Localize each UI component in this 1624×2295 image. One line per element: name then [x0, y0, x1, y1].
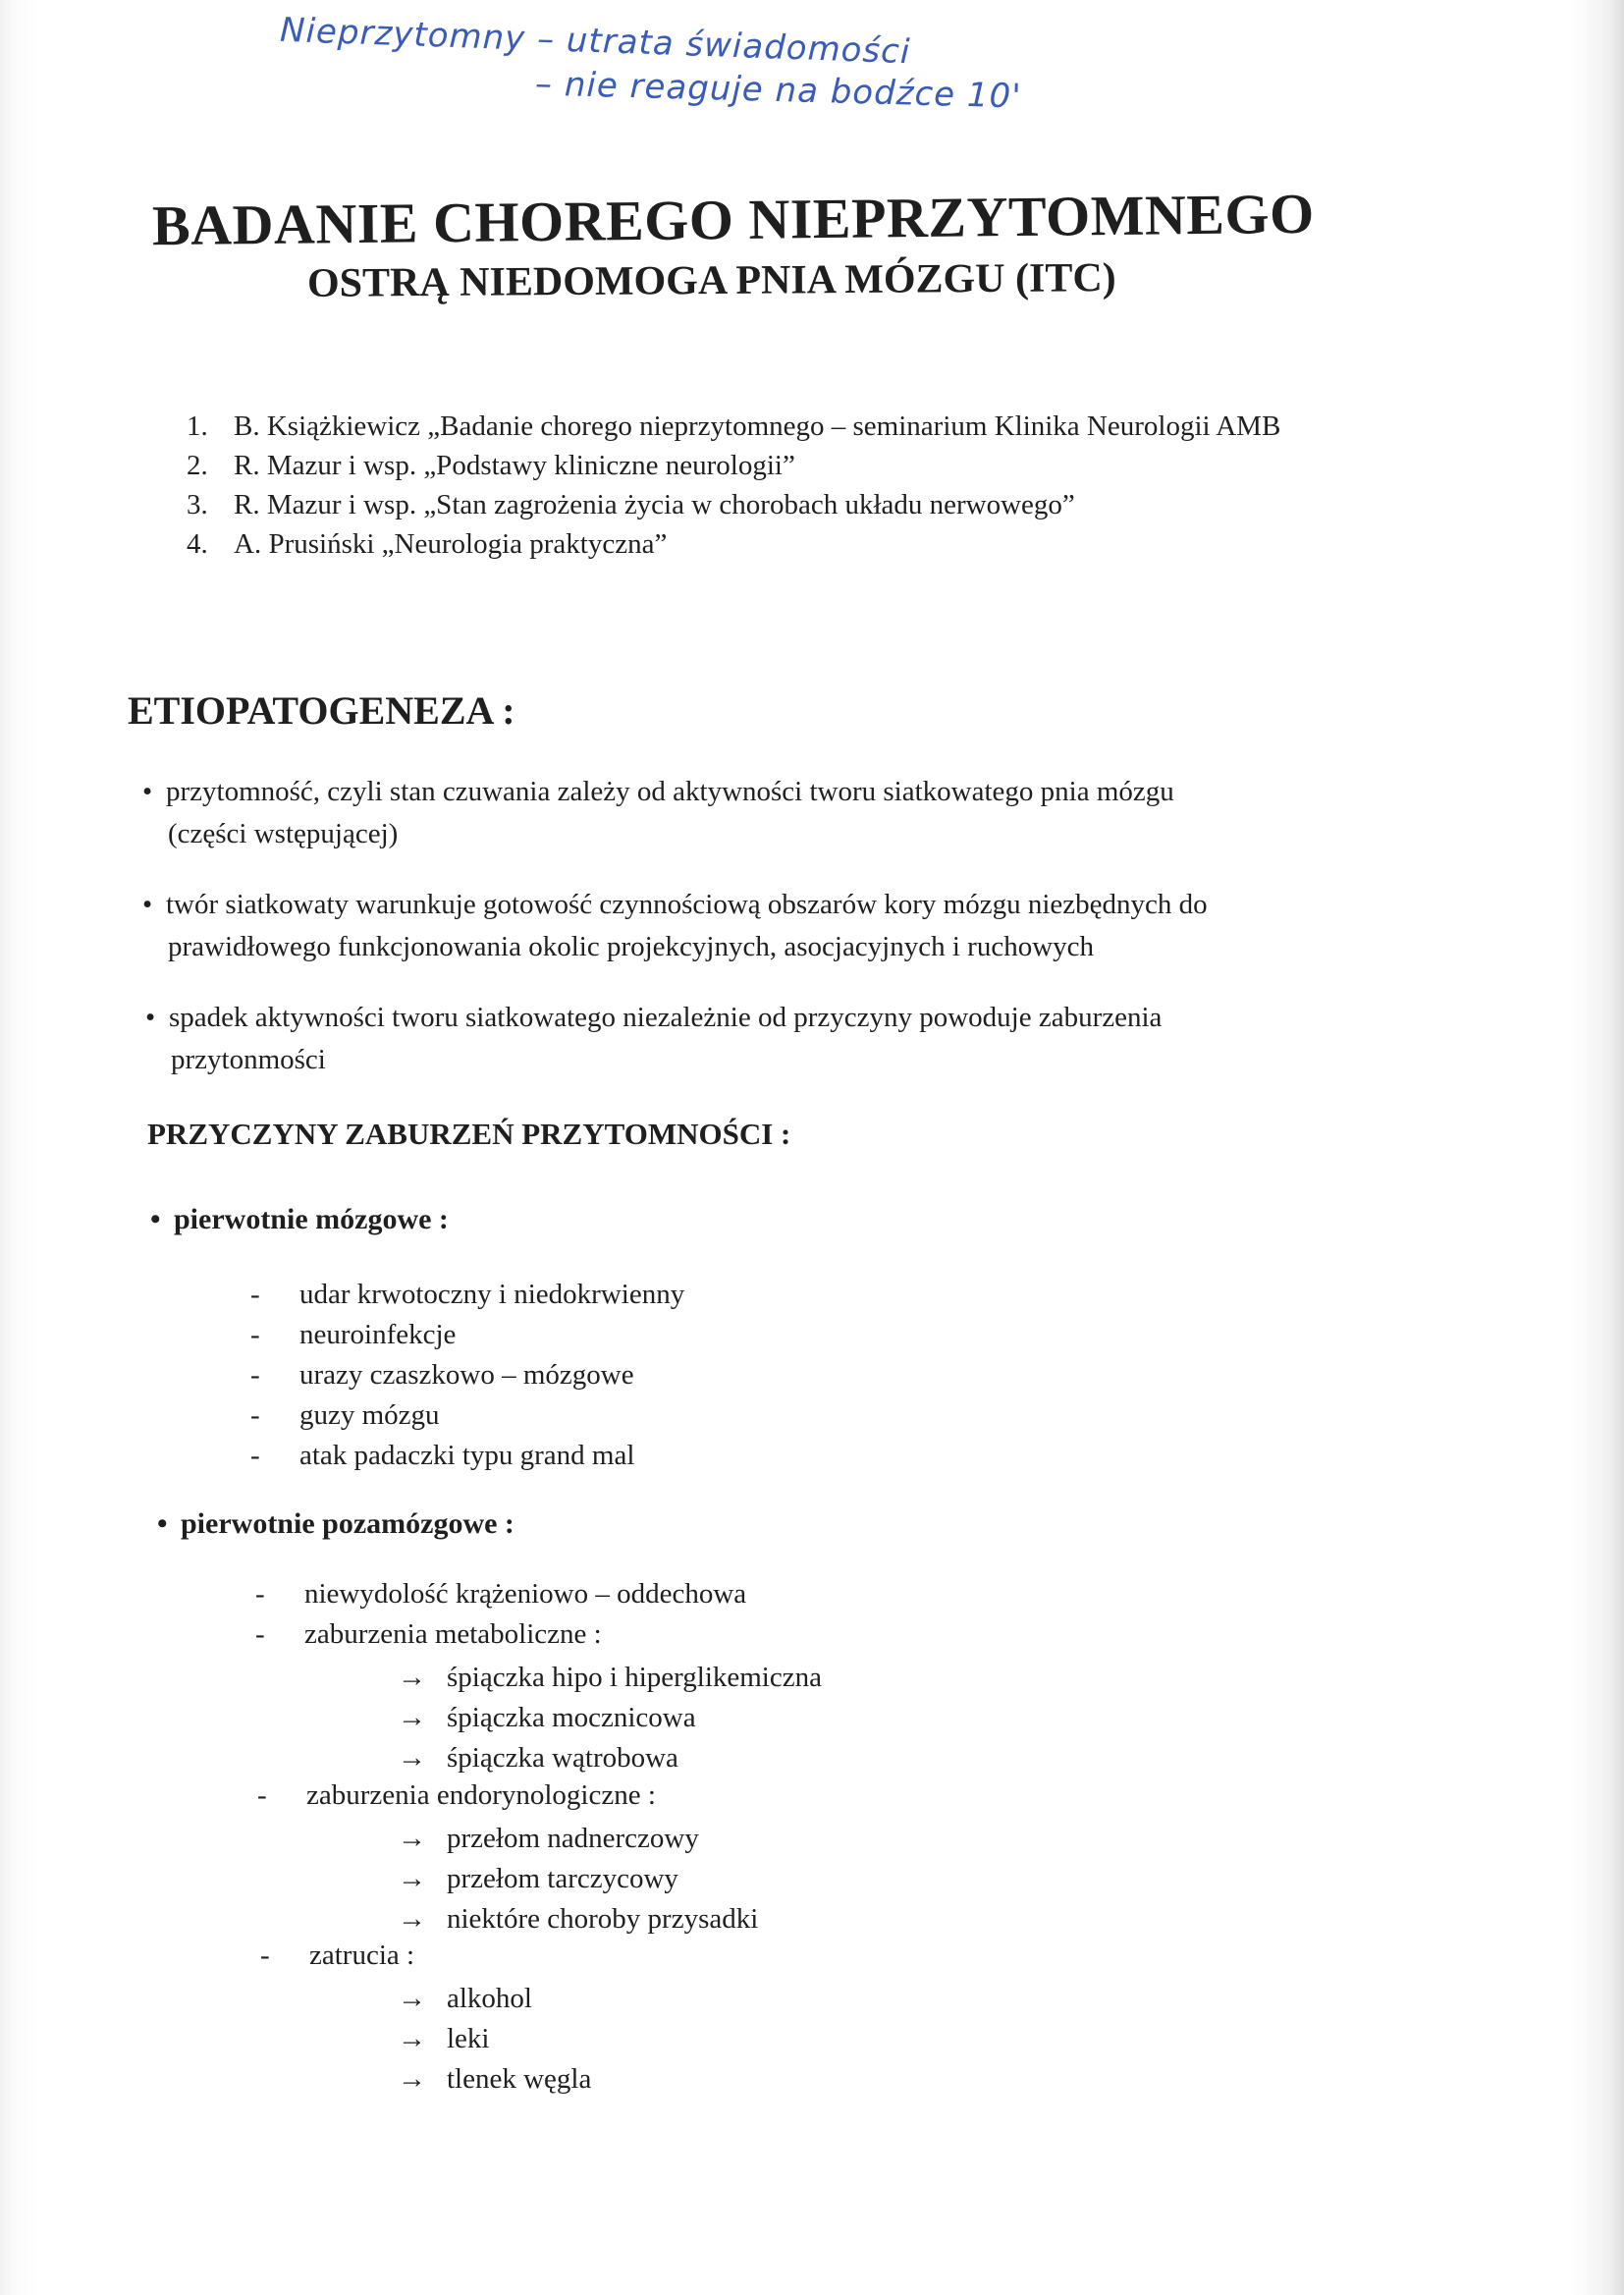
- list-item: [250, 1395, 684, 1436]
- sublist-item-text: niektóre choroby przysadki: [447, 1903, 759, 1935]
- reference-number: 4.: [187, 528, 208, 560]
- reference-text: B. Książkiewicz „Badanie chorego nieprzytomnego – seminarium Klinika Neurologii AMB: [234, 410, 1281, 442]
- list-item-text: udar krwotoczny i niedokrwienny: [299, 1279, 685, 1310]
- bullet-glyph: •: [150, 1203, 161, 1235]
- sublist-item: [398, 1819, 758, 1859]
- list-item: [250, 1355, 684, 1395]
- reference-item: [187, 528, 667, 561]
- handwritten-note-line2: – nie reaguje na bodźce 10': [534, 64, 1023, 117]
- bullet-glyph: •: [145, 1002, 156, 1033]
- reference-text: R. Mazur i wsp. „Stan zagrożenia życia w chorobach układu nerwowego”: [234, 489, 1075, 520]
- primary-brain-list: [250, 1275, 684, 1476]
- bullet-glyph: •: [142, 889, 153, 920]
- primary-brain-heading: [150, 1203, 449, 1236]
- arrow-glyph: →: [398, 1702, 426, 1733]
- sublist-item: [398, 1738, 822, 1778]
- bullet-item: [145, 997, 1162, 1081]
- sublist-item: [398, 2059, 591, 2100]
- dash-glyph: -: [250, 1279, 260, 1310]
- sublist-item-text: przełom tarczycowy: [447, 1863, 678, 1894]
- sublist-item: [398, 1658, 822, 1698]
- list-item-text: guzy mózgu: [299, 1399, 440, 1431]
- reference-text: R. Mazur i wsp. „Podstawy kliniczne neurologii”: [234, 450, 795, 481]
- document-title: BADANIE CHOREGO NIEPRZYTOMNEGO: [151, 181, 1316, 258]
- list-item: [250, 1436, 684, 1476]
- primary-extra-label: pierwotnie pozamózgowe :: [181, 1507, 514, 1540]
- arrow-glyph: →: [398, 1662, 426, 1693]
- sublist-item: [398, 1698, 822, 1738]
- dash-glyph: -: [255, 1578, 265, 1610]
- document-subtitle: OSTRĄ NIEDOMOGA PNIA MÓZGU (ITC): [306, 255, 1116, 306]
- arrow-glyph: →: [398, 2023, 426, 2054]
- causes-heading: PRZYCZYNY ZABURZEŃ PRZYTOMNOŚCI :: [147, 1117, 791, 1151]
- sublist-item-text: alkohol: [447, 1983, 532, 2014]
- arrow-glyph: →: [398, 1823, 426, 1854]
- list-item: [255, 1618, 602, 1651]
- list-item-text: zaburzenia metaboliczne :: [304, 1618, 602, 1650]
- dash-glyph: -: [257, 1779, 267, 1811]
- list-item-text: urazy czaszkowo – mózgowe: [299, 1359, 634, 1391]
- list-item-text: niewydolość krążeniowo – oddechowa: [304, 1578, 747, 1610]
- reference-number: 1.: [187, 410, 208, 442]
- bullet-glyph: •: [157, 1507, 168, 1540]
- sublist-item-text: śpiączka hipo i hiperglikemiczna: [447, 1662, 822, 1693]
- bullet-glyph: •: [142, 776, 153, 807]
- sublist-poisoning: [398, 1979, 591, 2100]
- sublist-endocrine: [398, 1819, 758, 1940]
- reference-item: [187, 450, 795, 482]
- bullet-text-cont: przytonmości: [171, 1044, 326, 1075]
- bullet-item: [142, 771, 1174, 855]
- dash-glyph: -: [250, 1359, 260, 1391]
- bullet-text-cont: prawidłowego funkcjonowania okolic projekcyjnych, asocjacyjnych i ruchowych: [168, 931, 1095, 962]
- reference-text: A. Prusiński „Neurologia praktyczna”: [234, 528, 668, 560]
- list-item-text: atak padaczki typu grand mal: [299, 1440, 635, 1471]
- bullet-item: [142, 884, 1208, 968]
- sublist-metabolic: [398, 1658, 822, 1778]
- dash-glyph: -: [255, 1618, 265, 1650]
- sublist-item-text: przełom nadnerczowy: [447, 1823, 699, 1854]
- sublist-item: [398, 1899, 758, 1940]
- sublist-item-text: tlenek węgla: [447, 2063, 592, 2095]
- sublist-item-text: leki: [447, 2023, 490, 2054]
- list-item-text: zaburzenia endorynologiczne :: [306, 1779, 656, 1811]
- sublist-item: [398, 1979, 591, 2019]
- sublist-item: [398, 2019, 591, 2059]
- bullet-text: twór siatkowaty warunkuje gotowość czynnościową obszarów kory mózgu niezbędnych do: [166, 889, 1208, 920]
- reference-number: 3.: [187, 489, 208, 520]
- sublist-item-text: śpiączka wątrobowa: [447, 1742, 678, 1774]
- bullet-text-cont: (części wstępującej): [168, 818, 399, 849]
- sublist-item-text: śpiączka mocznicowa: [447, 1702, 696, 1733]
- dash-glyph: -: [250, 1440, 260, 1471]
- reference-number: 2.: [187, 450, 208, 481]
- reference-item: [187, 489, 1075, 521]
- arrow-glyph: →: [398, 1983, 426, 2014]
- list-item-text: zatrucia :: [309, 1940, 415, 1971]
- arrow-glyph: →: [398, 1863, 426, 1894]
- bullet-text: spadek aktywności tworu siatkowatego niezależnie od przyczyny powoduje zaburzenia: [169, 1002, 1163, 1033]
- handwritten-note-line1: Nieprzytomny – utrata świadomości: [279, 10, 912, 73]
- dash-glyph: -: [250, 1399, 260, 1431]
- primary-extra-heading: [157, 1507, 514, 1541]
- list-item-text: neuroinfekcje: [299, 1319, 457, 1350]
- bullet-text: przytomność, czyli stan czuwania zależy od aktywności tworu siatkowatego pnia mózgu: [166, 776, 1174, 807]
- list-item: [257, 1779, 656, 1812]
- reference-item: [187, 410, 1280, 443]
- sublist-item: [398, 1859, 758, 1899]
- list-item: [260, 1940, 414, 1972]
- primary-brain-label: pierwotnie mózgowe :: [174, 1203, 449, 1235]
- arrow-glyph: →: [398, 1742, 426, 1774]
- dash-glyph: -: [250, 1319, 260, 1350]
- list-item: [250, 1315, 684, 1355]
- arrow-glyph: →: [398, 2063, 426, 2095]
- dash-glyph: -: [260, 1940, 270, 1971]
- list-item: [255, 1578, 746, 1611]
- section-heading-etiopathogenesis: ETIOPATOGENEZA :: [128, 688, 515, 733]
- list-item: [250, 1275, 684, 1315]
- arrow-glyph: →: [398, 1903, 426, 1935]
